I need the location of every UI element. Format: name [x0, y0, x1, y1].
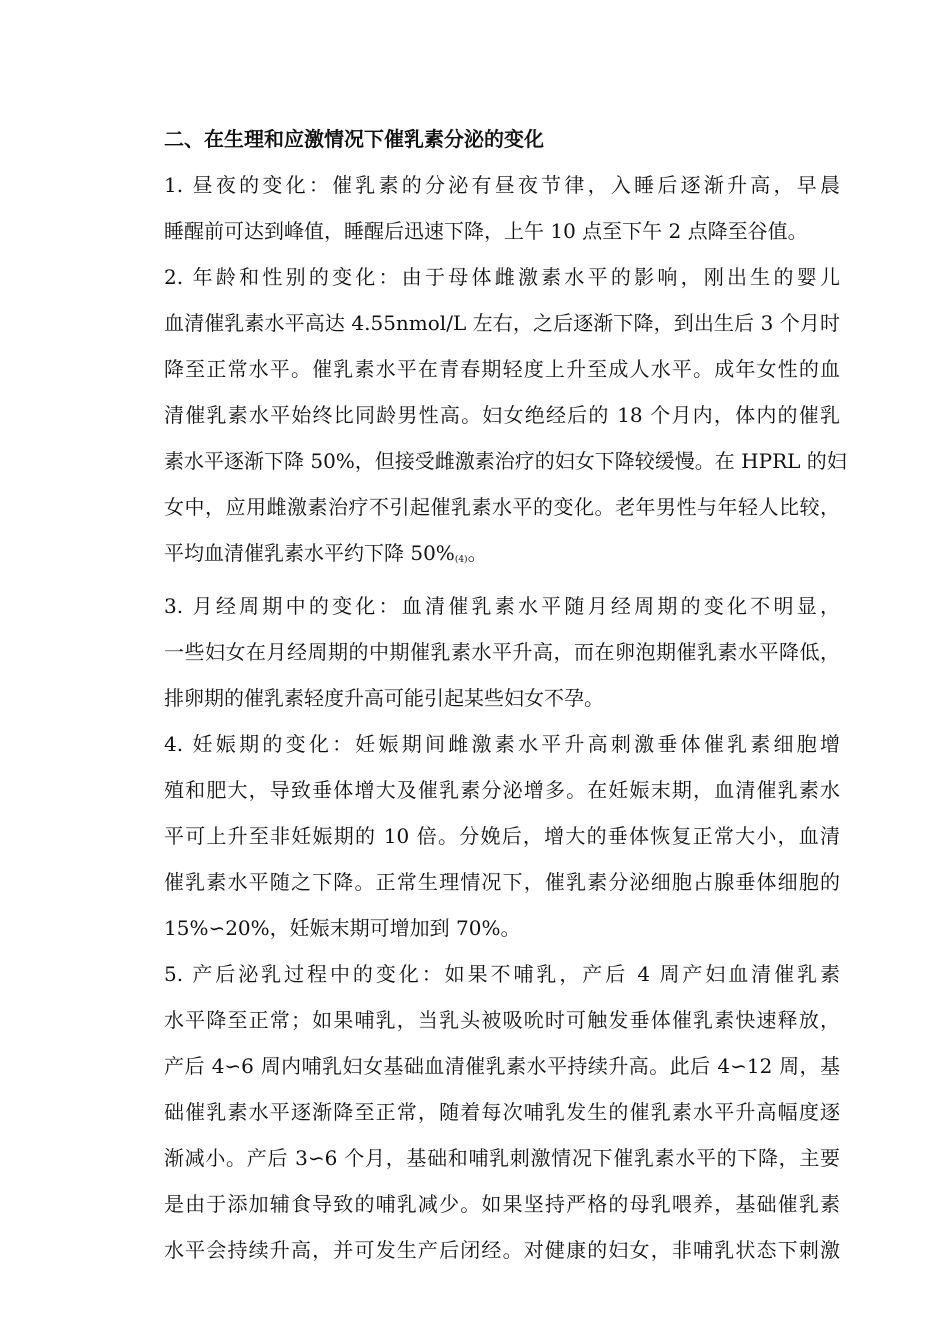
text-line: 4. 妊娠期的变化：妊娠期间雌激素水平升高刺激垂体催乳素细胞增	[164, 732, 840, 756]
document-page	[118, 116, 847, 1273]
text-line: 催乳素水平随之下降。正常生理情况下，催乳素分泌细胞占腺垂体细胞的	[164, 870, 840, 894]
text-line: 一些妇女在月经周期的中期催乳素水平升高，而在卵泡期催乳素水平降低，	[164, 640, 840, 664]
text-line: 清催乳素水平始终比同龄男性高。妇女绝经后的 18 个月内，体内的催乳	[164, 403, 840, 427]
text-line	[118, 530, 840, 583]
text-line: 平可上升至非妊娠期的 10 倍。分娩后，增大的垂体恢复正常大小，血清	[164, 824, 840, 848]
text-line: 15%∽20%，妊娠末期可增加到 70%。	[164, 916, 521, 940]
section-heading: 二、在生理和应激情况下催乳素分泌的变化	[164, 127, 544, 151]
text-line: 渐减小。产后 3∽6 个月，基础和哺乳刺激情况下催乳素水平的下降，主要	[164, 1146, 840, 1170]
text-line: 产后 4∽6 周内哺乳妇女基础血清催乳素水平持续升高。此后 4∽12 周，基	[164, 1054, 840, 1078]
text-line: 排卵期的催乳素轻度升高可能引起某些妇女不孕。	[164, 686, 604, 710]
text-line: 血清催乳素水平高达 4.55nmol/L 左右，之后逐渐下降，到出生后 3 个月时	[164, 311, 840, 335]
text-line: 素水平逐渐下降 50%，但接受雌激素治疗的妇女下降较缓慢。在 HPRL 的妇	[164, 449, 847, 473]
text-line: 2. 年龄和性别的变化：由于母体雌激素水平的影响，刚出生的婴儿	[164, 265, 840, 289]
paragraph-age-sex	[118, 254, 847, 583]
paragraph-menstrual	[118, 583, 840, 721]
text-line: 降至正常水平。催乳素水平在青春期轻度上升至成人水平。成年女性的血	[164, 357, 840, 381]
text-segment: 。	[467, 541, 488, 565]
text-line: 水平会持续升高，并可发生产后闭经。对健康的妇女，非哺乳状态下刺激	[164, 1238, 840, 1262]
text-line: 5. 产后泌乳过程中的变化：如果不哺乳，产后 4 周产妇血清催乳素	[164, 962, 840, 986]
text-line: 础催乳素水平逐渐降至正常，随着每次哺乳发生的催乳素水平升高幅度逐	[164, 1100, 840, 1124]
text-line: 3. 月经周期中的变化：血清催乳素水平随月经周期的变化不明显，	[164, 594, 840, 618]
text-line: 女中，应用雌激素治疗不引起催乳素水平的变化。老年男性与年轻人比较，	[164, 495, 840, 519]
text-segment: 平均血清催乳素水平约下降 50%	[164, 541, 455, 565]
text-line: 殖和肥大，导致垂体增大及催乳素分泌增多。在妊娠末期，血清催乳素水	[164, 778, 840, 802]
paragraph-postpartum	[118, 951, 840, 1273]
text-line: 水平降至正常；如果哺乳，当乳头被吸吮时可触发垂体催乳素快速释放，	[164, 1008, 840, 1032]
paragraph-diurnal	[118, 162, 840, 254]
citation-reference: (4)	[454, 555, 468, 565]
text-line: 1. 昼夜的变化：催乳素的分泌有昼夜节律，入睡后逐渐升高，早晨	[164, 173, 840, 197]
text-line: 是由于添加辅食导致的哺乳减少。如果坚持严格的母乳喂养，基础催乳素	[164, 1192, 840, 1216]
text-line: 睡醒前可达到峰值，睡醒后迅速下降，上午 10 点至下午 2 点降至谷值。	[164, 219, 808, 243]
paragraph-pregnancy	[118, 721, 840, 951]
